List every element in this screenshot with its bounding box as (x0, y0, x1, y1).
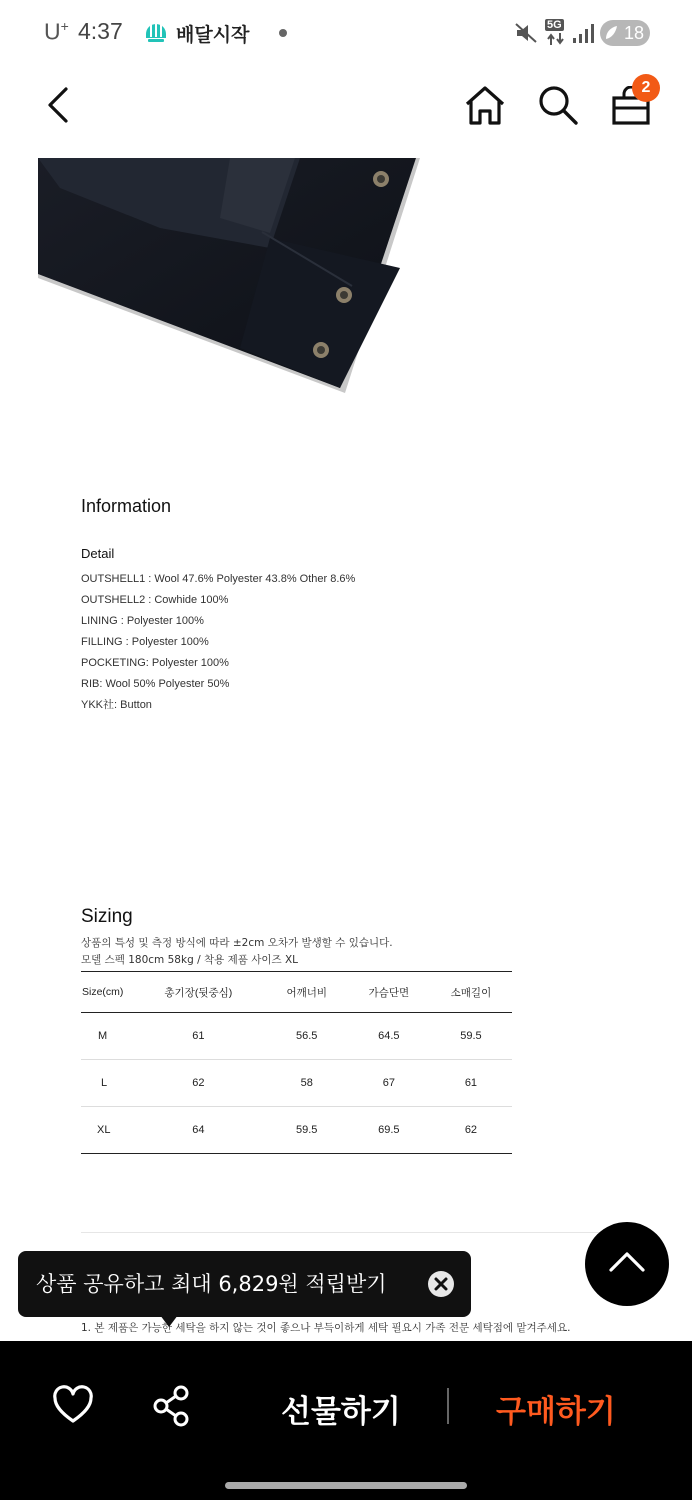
detail-heading: Detail (81, 546, 115, 561)
delivery-status-label: 배달시작 (176, 24, 250, 46)
toast-message: 상품 공유하고 최대 6,829원 적립받기 (36, 1272, 387, 1296)
toast-pointer (160, 1315, 178, 1327)
carrier-label: U+ (44, 18, 69, 45)
care-instruction: 1. 본 제품은 가능한 세탁을 하지 않는 것이 좋으나 부득이하게 세탁 필요시 가족 전문 세탁점에 맡겨주세요. (81, 1322, 571, 1334)
battery-saver-icon (604, 25, 618, 41)
delivery-helmet-icon (144, 20, 168, 44)
material-line: OUTSHELL2 : Cowhide 100% (81, 594, 229, 606)
column-header: 소매길이 (430, 972, 512, 1013)
column-header: 총기장(뒷중심) (131, 972, 266, 1013)
scroll-to-top-button[interactable] (585, 1222, 669, 1306)
size-table (81, 971, 512, 1154)
home-icon[interactable] (463, 84, 507, 126)
top-nav (0, 70, 692, 150)
toast-close-button[interactable] (428, 1271, 454, 1297)
material-line: FILLING : Polyester 100% (81, 636, 209, 648)
signal-icon (572, 22, 594, 44)
table-cell: 64.5 (348, 1013, 430, 1060)
table-row (81, 1107, 512, 1154)
size-cell: L (81, 1060, 131, 1107)
table-cell: 59.5 (266, 1107, 348, 1154)
table-row (81, 1013, 512, 1060)
gift-button[interactable]: 선물하기 (281, 1394, 401, 1430)
material-line: LINING : Polyester 100% (81, 615, 204, 627)
chevron-up-icon (607, 1250, 647, 1274)
mute-icon (514, 22, 538, 44)
size-cell: XL (81, 1107, 131, 1154)
heart-icon[interactable] (52, 1385, 94, 1425)
clock: 4:37 (78, 18, 123, 44)
cart-count-badge: 2 (632, 74, 660, 102)
size-cell: M (81, 1013, 131, 1060)
sizing-heading: Sizing (81, 906, 133, 927)
table-cell: 62 (131, 1060, 266, 1107)
notification-dot (279, 29, 287, 37)
close-icon (428, 1271, 454, 1297)
table-cell: 61 (131, 1013, 266, 1060)
material-line: OUTSHELL1 : Wool 47.6% Polyester 43.8% Other 8.6% (81, 573, 356, 585)
data-arrows-icon (546, 33, 566, 45)
network-badge: 5G (547, 19, 562, 31)
material-line: YKK社: Button (81, 699, 152, 711)
size-table-header (81, 972, 512, 1013)
search-icon[interactable] (537, 84, 579, 126)
buy-button[interactable]: 구매하기 (496, 1394, 616, 1430)
information-heading: Information (81, 496, 172, 516)
material-line: POCKETING: Polyester 100% (81, 657, 229, 669)
table-cell: 61 (430, 1060, 512, 1107)
share-icon[interactable] (152, 1385, 192, 1427)
column-header: 어깨너비 (266, 972, 348, 1013)
status-bar (0, 0, 692, 64)
table-row (81, 1060, 512, 1107)
table-cell: 58 (266, 1060, 348, 1107)
material-line: RIB: Wool 50% Polyester 50% (81, 678, 230, 690)
column-header: Size(cm) (81, 972, 131, 1013)
material-list (81, 569, 355, 716)
sizing-note: 상품의 특성 및 측정 방식에 따라 ±2cm 오차가 발생할 수 있습니다. (81, 937, 393, 949)
table-cell: 56.5 (266, 1013, 348, 1060)
table-cell: 69.5 (348, 1107, 430, 1154)
table-cell: 59.5 (430, 1013, 512, 1060)
model-spec-note: 모델 스펙 180cm 58kg / 착용 제품 사이즈 XL (81, 954, 299, 966)
bar-separator (447, 1388, 449, 1424)
table-cell: 64 (131, 1107, 266, 1154)
section-divider (81, 1232, 611, 1233)
table-cell: 67 (348, 1060, 430, 1107)
battery-indicator: 18 (600, 20, 650, 46)
product-image (0, 158, 692, 398)
table-cell: 62 (430, 1107, 512, 1154)
back-arrow-icon[interactable] (44, 86, 72, 124)
column-header: 가슴단면 (348, 972, 430, 1013)
home-indicator[interactable] (225, 1482, 467, 1489)
